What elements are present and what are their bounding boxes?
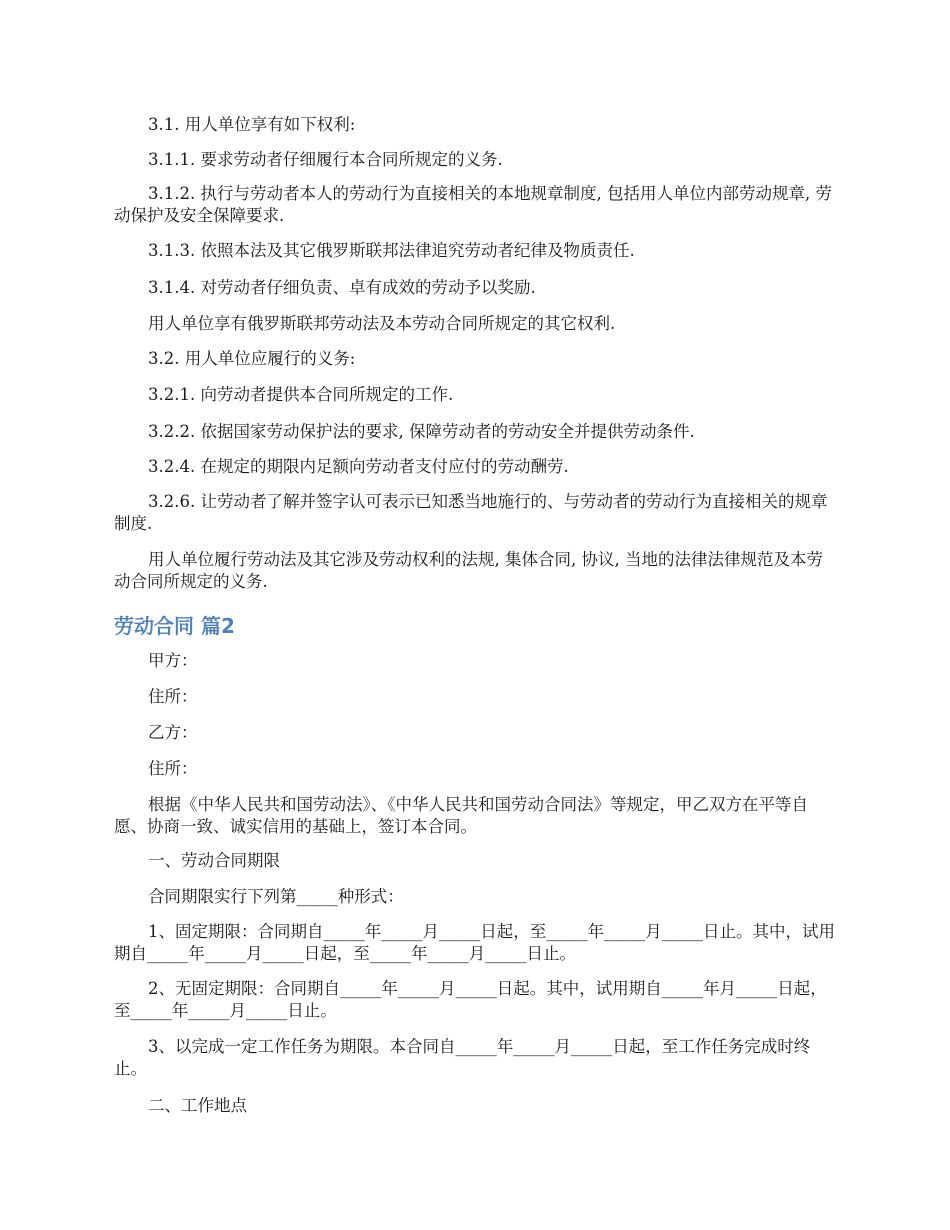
paragraph: 3.2.1. 向劳动者提供本合同所规定的工作.: [148, 385, 454, 404]
paragraph: 3.2.6. 让劳动者了解并签字认可表示已知悉当地施行的、与劳动者的劳动行为直接相关的规章制度.: [114, 492, 828, 533]
paragraph: 乙方：: [148, 723, 198, 742]
paragraph: 住所：: [148, 759, 198, 778]
paragraph: 3.1.3. 依照本法及其它俄罗斯联邦法律追究劳动者纪律及物质责任.: [148, 241, 635, 260]
paragraph: 住所：: [148, 687, 198, 706]
paragraph: 用人单位享有俄罗斯联邦劳动法及本劳动合同所规定的其它权利.: [148, 314, 616, 333]
paragraph: 3.1.1. 要求劳动者仔细履行本合同所规定的义务.: [148, 150, 503, 169]
paragraph: 一、劳动合同期限: [148, 851, 280, 870]
paragraph: 合同期限实行下列第_____种形式：: [148, 887, 404, 906]
paragraph: 3.1. 用人单位享有如下权利:: [148, 115, 356, 134]
paragraph: 根据《中华人民共和国劳动法》、《中华人民共和国劳动合同法》等规定，甲乙双方在平等自愿、协商一致、诚实信用的基础上，签订本合同。: [114, 795, 808, 836]
paragraph: 甲方：: [148, 651, 198, 670]
paragraph: 3.2.4. 在规定的期限内足额向劳动者支付应付的劳动酬劳.: [148, 457, 569, 476]
paragraph: 1、固定期限：合同期自_____年_____月_____日起，至_____年_____月_____日止。其中，试用期自_____年_____月_____日起，至_____年_____月_____日止。: [114, 922, 835, 963]
paragraph: 3.1.2. 执行与劳动者本人的劳动行为直接相关的本地规章制度, 包括用人单位内部劳动规章, 劳动保护及安全保障要求.: [114, 184, 832, 225]
section-heading: 劳动合同 篇2: [114, 614, 235, 638]
paragraph: 3.2. 用人单位应履行的义务:: [148, 349, 356, 368]
paragraph: 3、以完成一定工作任务为期限。本合同自_____年_____月_____日起，至工作任务完成时终止。: [114, 1037, 811, 1078]
paragraph: 2、无固定期限：合同期自_____年_____月_____日起。其中，试用期自_____年月_____日起，至_____年_____月_____日止。: [114, 979, 827, 1020]
paragraph: 二、工作地点: [148, 1096, 247, 1115]
paragraph: 3.1.4. 对劳动者仔细负责、卓有成效的劳动予以奖励.: [148, 278, 536, 297]
paragraph: 3.2.2. 依据国家劳动保护法的要求, 保障劳动者的劳动安全并提供劳动条件.: [148, 422, 695, 441]
paragraph: 用人单位履行劳动法及其它涉及劳动权利的法规, 集体合同, 协议, 当地的法律法律规范及本劳动合同所规定的义务.: [114, 550, 823, 591]
